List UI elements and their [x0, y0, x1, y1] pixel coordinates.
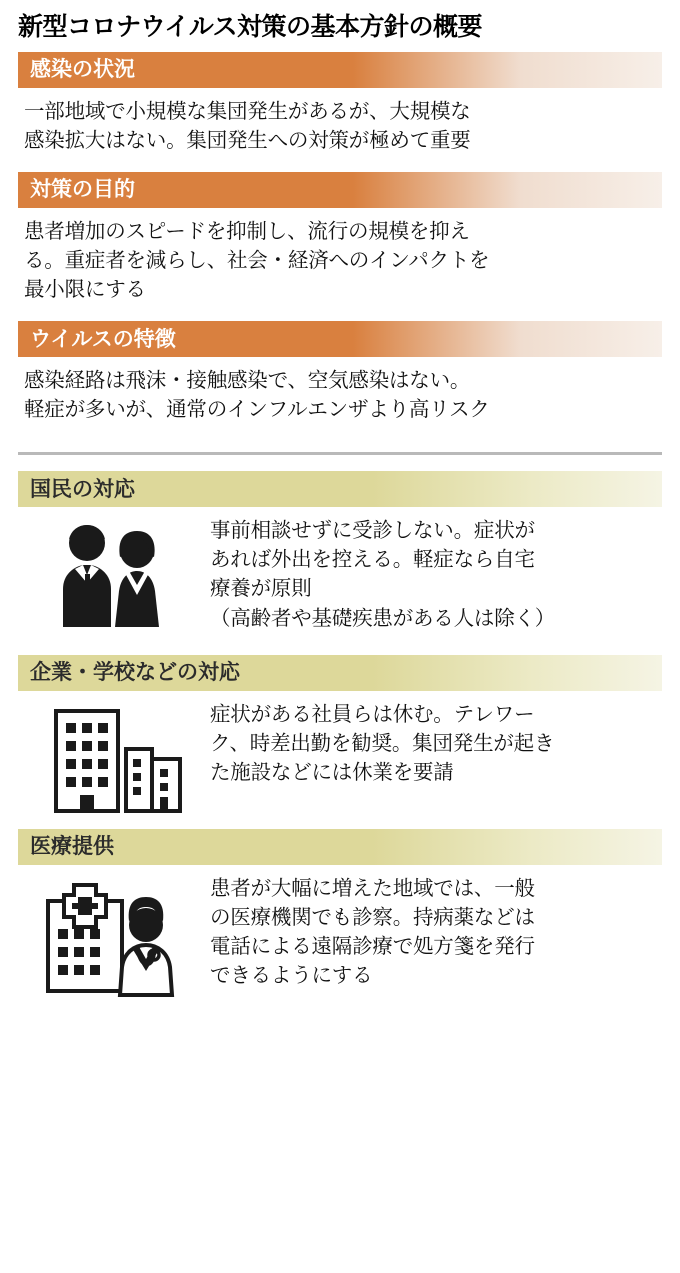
- body-line: 感染拡大はない。集団発生への対策が極めて重要: [24, 128, 471, 152]
- section-text: [210, 507, 662, 644]
- body-line: る。重症者を減らし、社会・経済へのインパクトを: [24, 248, 490, 272]
- people-icon: [18, 507, 210, 637]
- section-body: [18, 208, 662, 314]
- page-title-wrap: [18, 0, 662, 50]
- body-line: 症状がある社員らは休む。テレワー: [210, 702, 535, 726]
- top-block: [18, 52, 662, 435]
- section-citizen-response: [18, 471, 662, 644]
- body-line: 事前相談せずに受診しない。症状が: [210, 519, 535, 543]
- body-line: の医療機関でも診察。持病薬などは: [210, 905, 535, 929]
- buildings-icon: [18, 691, 210, 819]
- section-heading: 医療提供: [30, 835, 114, 859]
- body-line: 最小限にする: [24, 277, 146, 301]
- body-line: 療養が原則: [210, 577, 312, 601]
- section-virus-characteristics: [18, 321, 662, 434]
- body-line: あれば外出を控える。軽症なら自宅: [210, 548, 535, 572]
- section-body: [18, 691, 662, 819]
- section-text: [210, 691, 662, 799]
- section-body: [18, 507, 662, 644]
- body-line: できるようにする: [210, 964, 373, 988]
- section-banner: [18, 52, 662, 88]
- section-heading: 企業・学校などの対応: [30, 661, 240, 685]
- section-banner: [18, 471, 662, 507]
- body-line: ク、時差出勤を勧奨。集団発生が起き: [210, 731, 555, 755]
- body-line: 一部地域で小規模な集団発生があるが、大規模な: [24, 99, 471, 123]
- section-medical-provision: [18, 829, 662, 1005]
- section-body: [18, 88, 662, 165]
- section-divider: [18, 452, 662, 455]
- section-heading: 対策の目的: [30, 178, 135, 202]
- body-line: 感染経路は飛沫・接触感染で、空気感染はない。: [24, 369, 471, 393]
- section-body: [18, 865, 662, 1005]
- body-line: 患者が大幅に増えた地域では、一般: [210, 876, 535, 900]
- section-objective: [18, 172, 662, 314]
- section-body: [18, 357, 662, 434]
- section-heading: 感染の状況: [30, 58, 135, 81]
- section-text: [210, 865, 662, 1002]
- section-banner: [18, 172, 662, 208]
- body-line: た施設などには休業を要請: [210, 760, 454, 784]
- section-banner: [18, 655, 662, 691]
- section-company-school-response: [18, 655, 662, 819]
- section-banner: [18, 829, 662, 865]
- section-infection-status: [18, 52, 662, 165]
- hospital-doctor-icon: [18, 865, 210, 1005]
- page-title: 新型コロナウイルス対策の基本方針の概要: [18, 13, 483, 41]
- section-banner: [18, 321, 662, 357]
- body-line: 電話による遠隔診療で処方箋を発行: [210, 934, 535, 958]
- bottom-block: [18, 471, 662, 1004]
- section-heading: ウイルスの特徴: [30, 327, 176, 351]
- body-line: 軽症が多いが、通常のインフルエンザより高リスク: [24, 398, 490, 422]
- body-line: （高齢者や基礎疾患がある人は除く）: [210, 606, 556, 630]
- body-line: 患者増加のスピードを抑制し、流行の規模を抑え: [24, 219, 470, 243]
- section-heading: 国民の対応: [30, 477, 135, 501]
